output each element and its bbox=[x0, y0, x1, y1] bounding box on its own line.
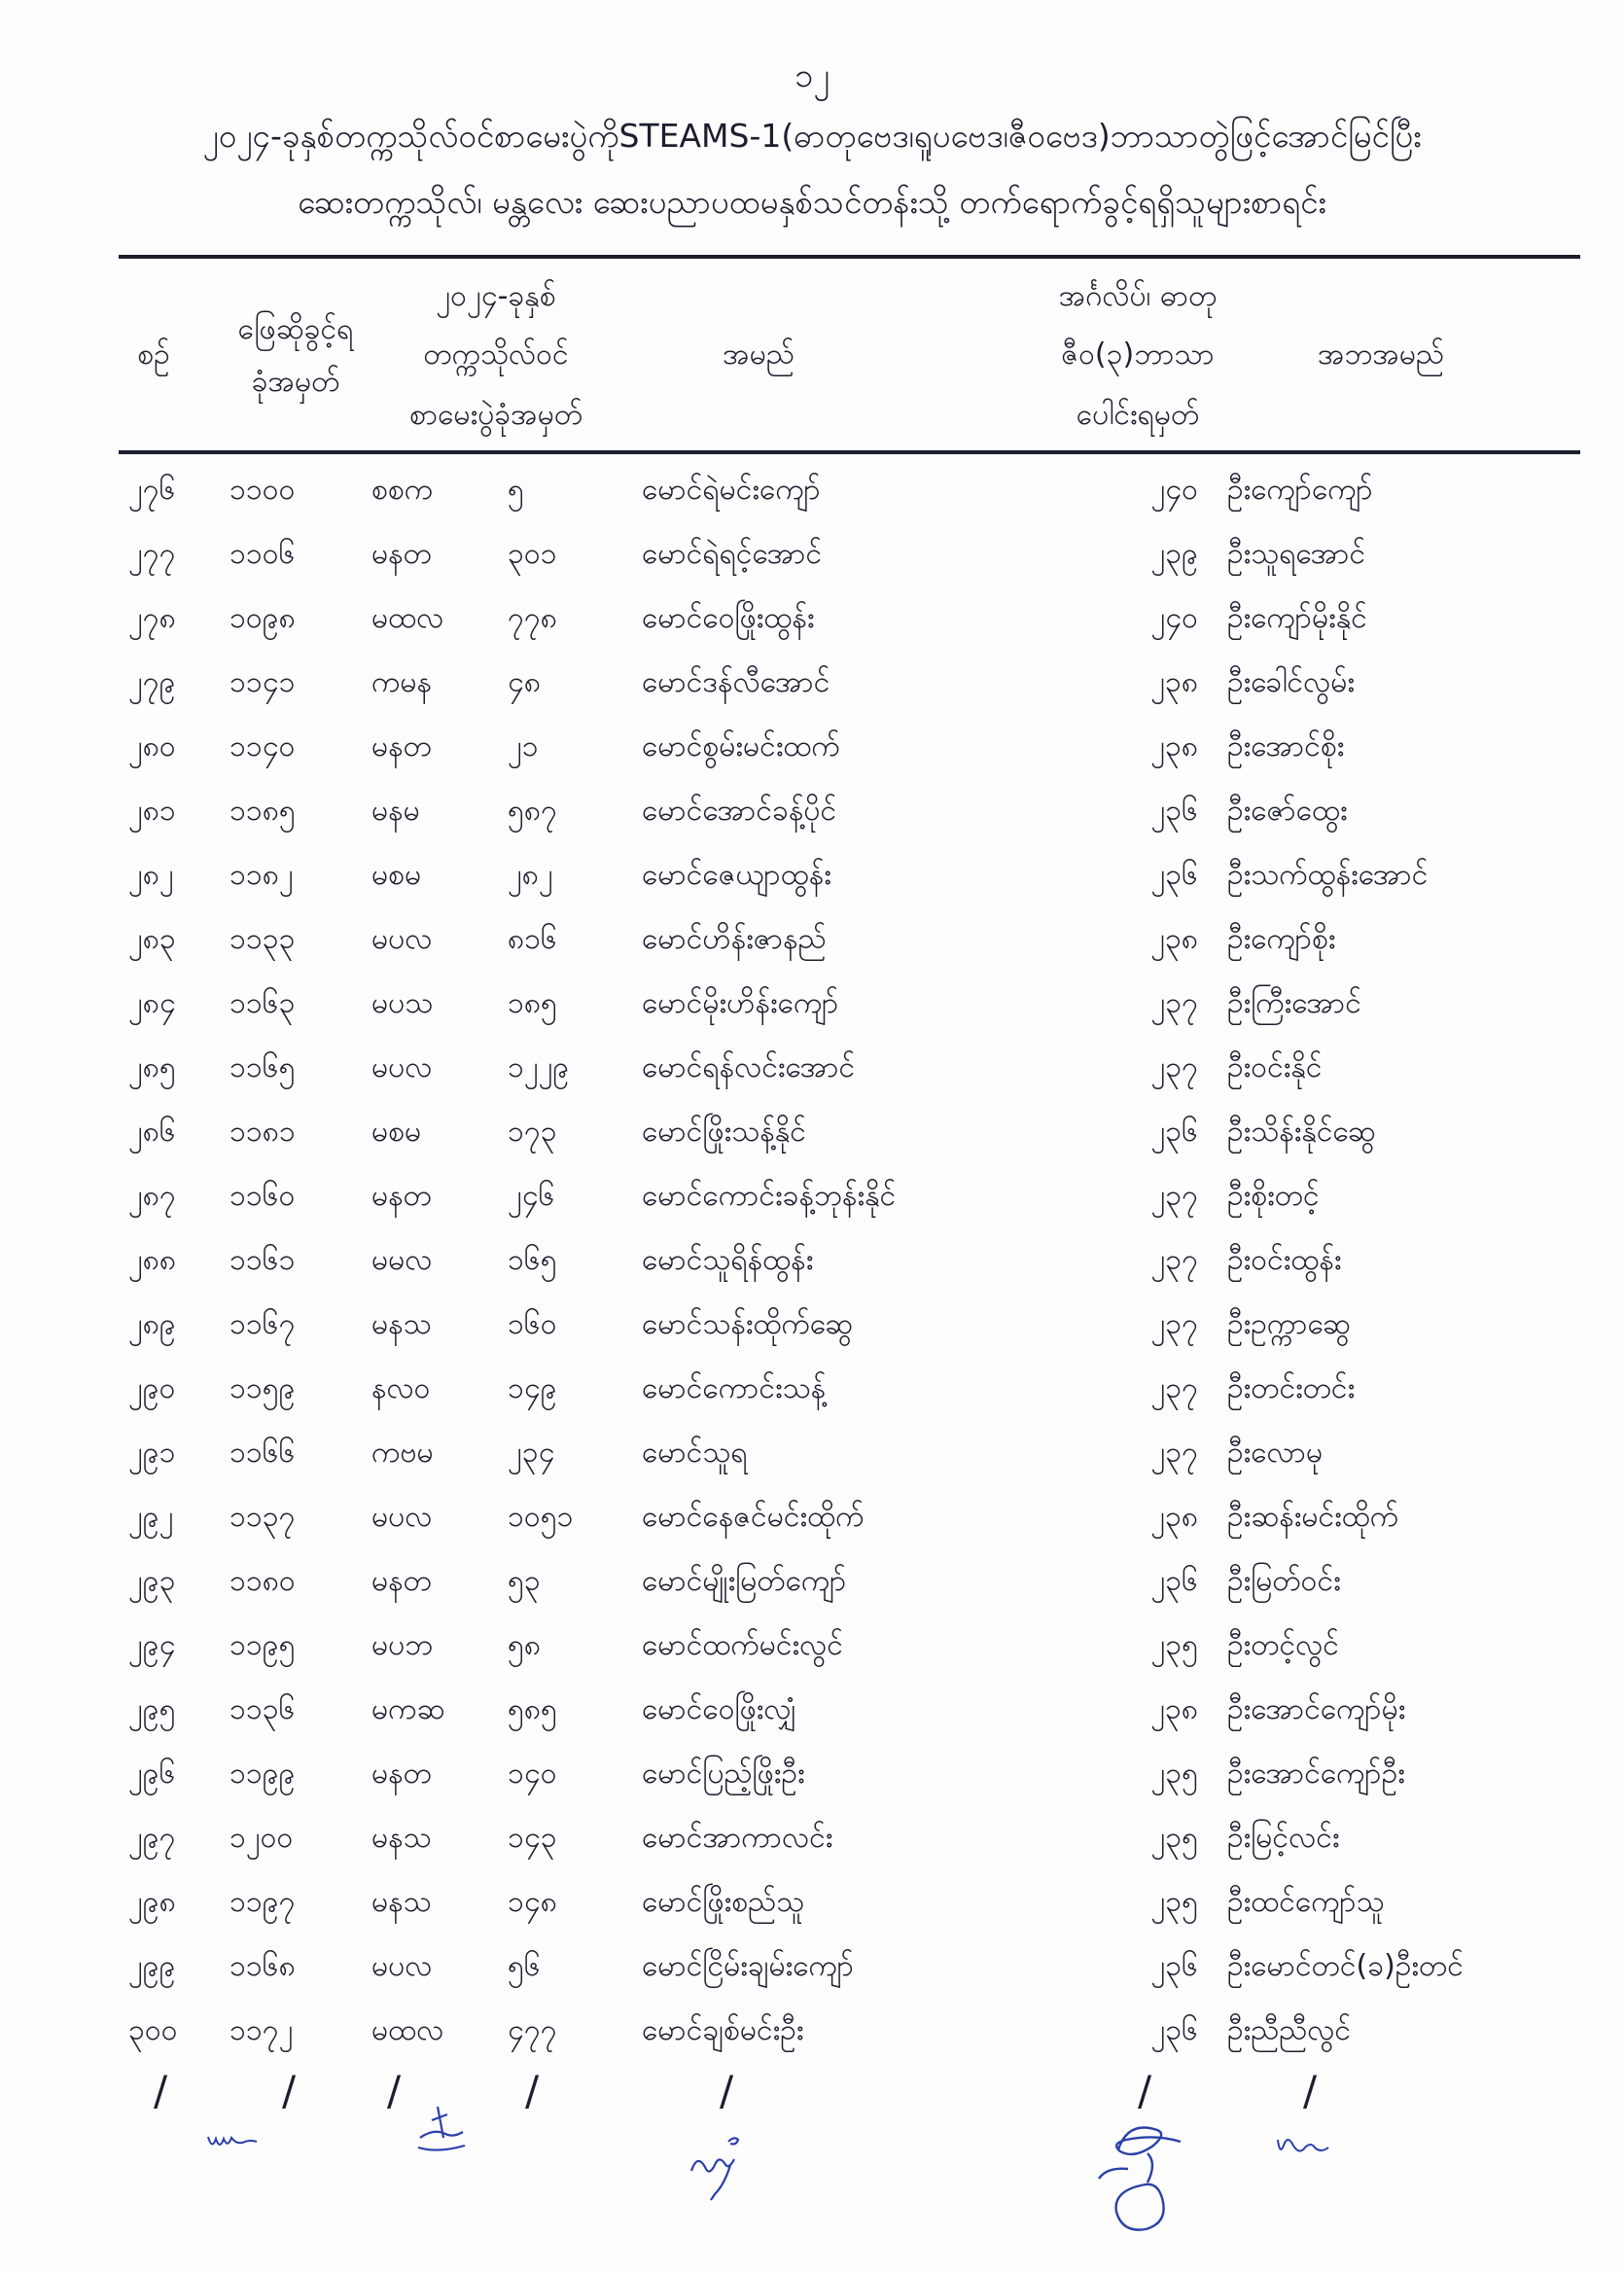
header-exam-line-2: တက္ကသိုလ်ဝင် bbox=[423, 337, 569, 372]
cell-exam-prefix: မနသ bbox=[371, 1821, 432, 1855]
cell-exam-prefix: မနသ bbox=[371, 1885, 432, 1919]
cell-reg-no: ၁၁၆၈ bbox=[229, 1949, 296, 1983]
cell-father-name: ဦးလောမု bbox=[1227, 1436, 1324, 1470]
cell-exam-roll: ၄၈ bbox=[508, 665, 542, 699]
cell-student-name: မောင်ဝေဖြိုးထွန်း bbox=[642, 601, 815, 635]
cell-reg-no: ၁၁၄၁ bbox=[229, 665, 296, 699]
table-row bbox=[0, 1176, 1624, 1240]
cell-reg-no: ၁၁၅၉ bbox=[229, 1371, 296, 1405]
cell-serial: ၂၉၀ bbox=[128, 1371, 176, 1405]
table-row bbox=[0, 791, 1624, 855]
page-number: ၁၂ bbox=[794, 56, 830, 95]
cell-serial: ၂၉၈ bbox=[128, 1885, 176, 1919]
cell-score: ၂၃၆ bbox=[1150, 1115, 1198, 1149]
cell-student-name: မောင်ဖြိုးသန့်နိုင် bbox=[642, 1115, 806, 1149]
table-row bbox=[0, 1882, 1624, 1946]
cell-score: ၂၃၇ bbox=[1150, 986, 1198, 1020]
cell-reg-no: ၁၁၆၅ bbox=[229, 1050, 296, 1084]
cell-exam-prefix: ကဗမ bbox=[371, 1436, 434, 1470]
cell-score: ၂၃၅ bbox=[1150, 1757, 1198, 1791]
cell-exam-prefix: မပလ bbox=[371, 1050, 433, 1084]
cell-student-name: မောင်သူရိန်ထွန်း bbox=[642, 1243, 814, 1277]
cell-father-name: ဦးကျော်မိုးနိုင် bbox=[1227, 601, 1367, 635]
cell-student-name: မောင်ဒန်လီအောင် bbox=[642, 665, 830, 699]
table-row bbox=[0, 534, 1624, 598]
cell-score: ၂၄၀ bbox=[1150, 601, 1198, 635]
cell-score: ၂၃၆ bbox=[1150, 794, 1198, 828]
cell-student-name: မောင်ချစ်မင်းဦး bbox=[642, 2013, 804, 2047]
header-score-line-1: အင်္ဂလိပ်၊ ဓာတု bbox=[1058, 279, 1218, 313]
cell-exam-prefix: နလဝ bbox=[371, 1371, 431, 1405]
cell-exam-prefix: မနတ bbox=[371, 1757, 432, 1791]
cell-exam-roll: ၂၃၄ bbox=[508, 1436, 555, 1470]
cell-score: ၂၃၆ bbox=[1150, 1564, 1198, 1598]
cell-score: ၂၃၉ bbox=[1150, 537, 1198, 571]
cell-exam-roll: ၁၂၂၉ bbox=[508, 1050, 570, 1084]
cell-score: ၂၃၇ bbox=[1150, 1436, 1198, 1470]
signature-initials-icon bbox=[408, 2099, 477, 2157]
cell-father-name: ဦးသက်ထွန်းအောင် bbox=[1227, 858, 1429, 892]
cell-exam-roll: ၅၃ bbox=[508, 1564, 541, 1598]
slash-mark: / bbox=[1138, 2067, 1152, 2114]
signature-initials-icon bbox=[686, 2130, 754, 2208]
cell-exam-roll: ၃၀၁ bbox=[508, 537, 557, 571]
slash-mark: / bbox=[282, 2067, 297, 2114]
cell-reg-no: ၁၁၆၀ bbox=[229, 1179, 296, 1213]
cell-father-name: ဦးသူရအောင် bbox=[1227, 537, 1366, 571]
cell-father-name: ဦးဇော်ထွေး bbox=[1227, 794, 1348, 828]
cell-exam-prefix: မစမ bbox=[371, 1115, 422, 1149]
cell-exam-roll: ၅ bbox=[508, 473, 524, 507]
cell-father-name: ဦးအောင်စိုး bbox=[1227, 729, 1345, 763]
cell-father-name: ဦးကျော်စိုး bbox=[1227, 922, 1336, 956]
cell-student-name: မောင်နေဇင်မင်းထိုက် bbox=[642, 1500, 865, 1534]
cell-score: ၂၃၈ bbox=[1150, 1692, 1198, 1726]
cell-reg-no: ၁၁၉၅ bbox=[229, 1628, 296, 1662]
cell-exam-prefix: မကဆ bbox=[371, 1692, 445, 1726]
cell-student-name: မောင်ပြည့်ဖြိုးဦး bbox=[642, 1757, 805, 1791]
cell-reg-no: ၁၁၀၆ bbox=[229, 537, 296, 571]
signature-initials-icon bbox=[204, 2125, 263, 2160]
cell-score: ၂၃၅ bbox=[1150, 1821, 1198, 1855]
cell-student-name: မောင်ကောင်းခန့်ဘုန်းနိုင် bbox=[642, 1179, 897, 1213]
cell-score: ၂၃၇ bbox=[1150, 1371, 1198, 1405]
cell-reg-no: ၁၁၃၇ bbox=[229, 1500, 296, 1534]
cell-student-name: မောင်ထက်မင်းလွင် bbox=[642, 1628, 843, 1662]
cell-serial: ၂၇၆ bbox=[128, 473, 176, 507]
cell-exam-prefix: မနသ bbox=[371, 1307, 432, 1341]
cell-student-name: မောင်ဝေဖြိုးလျှံ bbox=[642, 1692, 797, 1726]
cell-exam-prefix: မပလ bbox=[371, 1500, 433, 1534]
cell-student-name: မောင်မိုးဟိန်းကျော် bbox=[642, 986, 839, 1020]
cell-serial: ၂၈၉ bbox=[128, 1307, 176, 1341]
cell-score: ၂၃၈ bbox=[1150, 1500, 1198, 1534]
header-exam-line-3: စာမေးပွဲခုံအမှတ် bbox=[408, 398, 583, 432]
table-row bbox=[0, 1625, 1624, 1689]
cell-serial: ၂၉၂ bbox=[128, 1500, 174, 1534]
cell-student-name: မောင်မျိုးမြတ်ကျော် bbox=[642, 1564, 847, 1598]
cell-score: ၂၄၀ bbox=[1150, 473, 1198, 507]
cell-father-name: ဦးကြီးအောင် bbox=[1227, 986, 1361, 1020]
cell-serial: ၂၇၈ bbox=[128, 601, 176, 635]
cell-exam-prefix: မမလ bbox=[371, 1243, 433, 1277]
header-serial: စဉ် bbox=[137, 337, 170, 372]
cell-reg-no: ၁၁၉၉ bbox=[229, 1757, 296, 1791]
cell-exam-prefix: မနမ bbox=[371, 794, 420, 828]
cell-exam-roll: ၅၆ bbox=[508, 1949, 541, 1983]
cell-serial: ၂၇၉ bbox=[128, 665, 176, 699]
cell-reg-no: ၁၁၆၁ bbox=[229, 1243, 296, 1277]
table-header-rule bbox=[119, 450, 1580, 454]
cell-serial: ၂၉၇ bbox=[128, 1821, 176, 1855]
cell-reg-no: ၁၁၈၅ bbox=[229, 794, 296, 828]
cell-exam-roll: ၂၈၂ bbox=[508, 858, 553, 892]
table-row bbox=[0, 1689, 1624, 1754]
table-row bbox=[0, 1754, 1624, 1818]
cell-score: ၂၃၈ bbox=[1150, 922, 1198, 956]
cell-serial: ၂၈၈ bbox=[128, 1243, 177, 1277]
cell-exam-prefix: မပလ bbox=[371, 922, 433, 956]
cell-serial: ၂၈၃ bbox=[128, 922, 176, 956]
cell-exam-roll: ၁၄၃ bbox=[508, 1821, 557, 1855]
cell-exam-roll: ၁၆၀ bbox=[508, 1307, 557, 1341]
cell-reg-no: ၁၁၇၂ bbox=[229, 2013, 294, 2047]
table-row bbox=[0, 1818, 1624, 1882]
header-reg-line-1: ဖြေဆိုခွင့်ရ bbox=[237, 312, 354, 346]
verification-marks bbox=[0, 2067, 1624, 2114]
cell-exam-roll: ၁၈၅ bbox=[508, 986, 557, 1020]
cell-exam-prefix: မစမ bbox=[371, 858, 422, 892]
cell-father-name: ဦးမြတ်ဝင်း bbox=[1227, 1564, 1341, 1598]
cell-father-name: ဦးခေါင်လွမ်း bbox=[1227, 665, 1355, 699]
header-exam-line-1: ၂၀၂၄-ခုနှစ် bbox=[436, 279, 556, 313]
cell-exam-roll: ၄၇၇ bbox=[508, 2013, 557, 2047]
cell-exam-roll: ၁၆၅ bbox=[508, 1243, 557, 1277]
cell-score: ၂၃၈ bbox=[1150, 665, 1198, 699]
cell-reg-no: ၁၁၀၀ bbox=[229, 473, 296, 507]
cell-reg-no: ၁၂၀၀ bbox=[229, 1821, 294, 1855]
slash-mark: / bbox=[720, 2067, 734, 2114]
cell-score: ၂၃၈ bbox=[1150, 729, 1198, 763]
cell-exam-roll: ၅၈ bbox=[508, 1628, 542, 1662]
cell-serial: ၂၉၆ bbox=[128, 1757, 176, 1791]
cell-score: ၂၃၇ bbox=[1150, 1179, 1198, 1213]
signature-large-icon bbox=[1089, 2111, 1206, 2237]
cell-student-name: မောင်အာကာလင်း bbox=[642, 1821, 833, 1855]
cell-exam-prefix: မပလ bbox=[371, 1949, 433, 1983]
cell-reg-no: ၁၁၃၆ bbox=[229, 1692, 296, 1726]
cell-serial: ၂၉၄ bbox=[128, 1628, 176, 1662]
cell-reg-no: ၁၁၄၀ bbox=[229, 729, 296, 763]
cell-father-name: ဦးမြင့်လင်း bbox=[1227, 1821, 1340, 1855]
cell-student-name: မောင်အောင်ခန့်ပိုင် bbox=[642, 794, 837, 828]
cell-student-name: မောင်စွမ်းမင်းထက် bbox=[642, 729, 840, 763]
document-title-line-2: ဆေးတက္ကသိုလ်၊ မန္တလေး ဆေးပညာပထမနှစ်သင်တန်းသို့ တက်ရောက်ခွင့်ရရှိသူများစာရင်း bbox=[298, 183, 1326, 221]
cell-exam-prefix: မထလ bbox=[371, 601, 444, 635]
cell-serial: ၂၇၇ bbox=[128, 537, 176, 571]
table-row bbox=[0, 855, 1624, 919]
cell-student-name: မောင်သူရ bbox=[642, 1436, 748, 1470]
cell-score: ၂၃၅ bbox=[1150, 1628, 1198, 1662]
table-row bbox=[0, 919, 1624, 983]
cell-father-name: ဦးတင်းတင်း bbox=[1227, 1371, 1356, 1405]
cell-reg-no: ၁၁၆၇ bbox=[229, 1307, 296, 1341]
cell-exam-prefix: မနတ bbox=[371, 1179, 432, 1213]
cell-exam-roll: ၅၈၇ bbox=[508, 794, 557, 828]
cell-score: ၂၃၇ bbox=[1150, 1050, 1198, 1084]
cell-serial: ၂၈၀ bbox=[128, 729, 176, 763]
cell-student-name: မောင်ဇေယျာထွန်း bbox=[642, 858, 831, 892]
slash-mark: / bbox=[154, 2067, 168, 2114]
cell-serial: ၂၉၃ bbox=[128, 1564, 176, 1598]
cell-exam-roll: ၁၄၉ bbox=[508, 1371, 557, 1405]
cell-exam-prefix: မနတ bbox=[371, 1564, 432, 1598]
cell-student-name: မောင်ကောင်းသန့် bbox=[642, 1371, 827, 1405]
header-score-line-2: ဇီဝ(၃)ဘာသာ bbox=[1061, 337, 1215, 372]
cell-exam-roll: ၇၇၈ bbox=[508, 601, 557, 635]
cell-serial: ၂၈၄ bbox=[128, 986, 176, 1020]
table-row bbox=[0, 727, 1624, 791]
cell-exam-prefix: မနတ bbox=[371, 537, 432, 571]
cell-father-name: ဦးထင်ကျော်သူ bbox=[1227, 1885, 1385, 1919]
cell-reg-no: ၁၁၆၆ bbox=[229, 1436, 296, 1470]
table-row bbox=[0, 1047, 1624, 1112]
cell-exam-prefix: မပသ bbox=[371, 986, 434, 1020]
cell-father-name: ဦးစိုးတင့် bbox=[1227, 1179, 1320, 1213]
cell-student-name: မောင်ဟိန်းဇာနည် bbox=[642, 922, 827, 956]
cell-father-name: ဦးကျော်ကျော် bbox=[1227, 473, 1373, 507]
cell-exam-roll: ၅၈၅ bbox=[508, 1692, 557, 1726]
cell-score: ၂၃၆ bbox=[1150, 858, 1198, 892]
cell-exam-roll: ၁၄၀ bbox=[508, 1757, 557, 1791]
cell-serial: ၂၉၁ bbox=[128, 1436, 176, 1470]
slash-mark: / bbox=[1303, 2067, 1318, 2114]
cell-exam-roll: ၂၄၆ bbox=[508, 1179, 555, 1213]
cell-score: ၂၃၆ bbox=[1150, 2013, 1198, 2047]
cell-student-name: မောင်သန်းထိုက်ဆွေ bbox=[642, 1307, 854, 1341]
cell-father-name: ဦးအောင်ကျော်ဦး bbox=[1227, 1757, 1405, 1791]
table-row bbox=[0, 1497, 1624, 1561]
cell-reg-no: ၁၁၆၃ bbox=[229, 986, 296, 1020]
cell-serial: ၂၈၇ bbox=[128, 1179, 176, 1213]
cell-student-name: မောင်ရန်လင်းအောင် bbox=[642, 1050, 856, 1084]
slash-mark: / bbox=[387, 2067, 402, 2114]
table-row bbox=[0, 2010, 1624, 2075]
cell-score: ၂၃၇ bbox=[1150, 1307, 1198, 1341]
cell-reg-no: ၁၁၉၇ bbox=[229, 1885, 296, 1919]
table-row bbox=[0, 1304, 1624, 1368]
cell-exam-prefix: မနတ bbox=[371, 729, 432, 763]
table-row bbox=[0, 1368, 1624, 1433]
cell-reg-no: ၁၁၃၃ bbox=[229, 922, 296, 956]
cell-serial: ၂၈၁ bbox=[128, 794, 176, 828]
header-name: အမည် bbox=[723, 337, 794, 372]
cell-serial: ၂၈၂ bbox=[128, 858, 174, 892]
cell-reg-no: ၁၁၈၂ bbox=[229, 858, 294, 892]
cell-exam-roll: ၈၁၆ bbox=[508, 922, 557, 956]
table-row bbox=[0, 1433, 1624, 1497]
cell-father-name: ဦးမောင်တင်(ခ)ဦးတင် bbox=[1227, 1949, 1464, 1983]
cell-father-name: ဦးဝင်းနိုင် bbox=[1227, 1050, 1323, 1084]
cell-father-name: ဦးတင့်လွင် bbox=[1227, 1628, 1339, 1662]
slash-mark: / bbox=[525, 2067, 540, 2114]
cell-student-name: မောင်ရဲရင့်အောင် bbox=[642, 537, 823, 571]
table-row bbox=[0, 1946, 1624, 2010]
cell-serial: ၂၈၅ bbox=[128, 1050, 176, 1084]
header-father-name: အဘအမည် bbox=[1317, 337, 1445, 372]
table-row bbox=[0, 662, 1624, 727]
cell-reg-no: ၁၁၈၀ bbox=[229, 1564, 296, 1598]
table-row bbox=[0, 470, 1624, 534]
cell-reg-no: ၁၀၉၈ bbox=[229, 601, 296, 635]
cell-exam-prefix: မပဘ bbox=[371, 1628, 434, 1662]
table-row bbox=[0, 1240, 1624, 1304]
cell-serial: ၂၉၉ bbox=[128, 1949, 176, 1983]
cell-score: ၂၃၅ bbox=[1150, 1885, 1198, 1919]
cell-exam-roll: ၂၁ bbox=[508, 729, 539, 763]
table-top-rule bbox=[119, 255, 1580, 259]
document-title-line-1: ၂၀၂၄-ခုနှစ်တက္ကသိုလ်ဝင်စာမေးပွဲကိုSTEAMS-1(ဓာတုဗေဒ၊ရူပဗေဒ၊ဇီဝဗေဒ)ဘာသာတွဲဖြင့်အောင်မြင်ပြီး bbox=[202, 117, 1422, 155]
cell-father-name: ဦးညီညီလွင် bbox=[1227, 2013, 1352, 2047]
cell-serial: ၂၉၅ bbox=[128, 1692, 176, 1726]
signature-initials-icon bbox=[1274, 2130, 1332, 2165]
cell-student-name: မောင်ငြိမ်းချမ်းကျော် bbox=[642, 1949, 854, 1983]
cell-serial: ၂၈၆ bbox=[128, 1115, 176, 1149]
cell-father-name: ဦးဥက္ကာဆွေ bbox=[1227, 1307, 1351, 1341]
cell-student-name: မောင်ဖြိုးစည်သူ bbox=[642, 1885, 805, 1919]
cell-score: ၂၃၆ bbox=[1150, 1949, 1198, 1983]
table-row bbox=[0, 983, 1624, 1047]
cell-exam-roll: ၁၀၅၁ bbox=[508, 1500, 574, 1534]
cell-father-name: ဦးအောင်ကျော်မိုး bbox=[1227, 1692, 1406, 1726]
cell-father-name: ဦးဝင်းထွန်း bbox=[1227, 1243, 1342, 1277]
cell-father-name: ဦးဆန်းမင်းထိုက် bbox=[1227, 1500, 1399, 1534]
cell-exam-prefix: စစက bbox=[371, 473, 434, 507]
cell-score: ၂၃၇ bbox=[1150, 1243, 1198, 1277]
header-reg-line-2: ခုံအမှတ် bbox=[251, 365, 340, 399]
cell-serial: ၃၀၀ bbox=[128, 2013, 178, 2047]
cell-father-name: ဦးသိန်းနိုင်ဆွေ bbox=[1227, 1115, 1376, 1149]
header-score-line-3: ပေါင်းရမှတ် bbox=[1076, 398, 1200, 432]
cell-student-name: မောင်ရဲမင်းကျော် bbox=[642, 473, 821, 507]
cell-reg-no: ၁၁၈၁ bbox=[229, 1115, 296, 1149]
table-row bbox=[0, 1112, 1624, 1176]
table-row bbox=[0, 1561, 1624, 1625]
cell-exam-roll: ၁၇၃ bbox=[508, 1115, 557, 1149]
cell-exam-roll: ၁၄၈ bbox=[508, 1885, 557, 1919]
cell-exam-prefix: ကမန bbox=[371, 665, 433, 699]
cell-exam-prefix: မထလ bbox=[371, 2013, 444, 2047]
table-row bbox=[0, 598, 1624, 662]
